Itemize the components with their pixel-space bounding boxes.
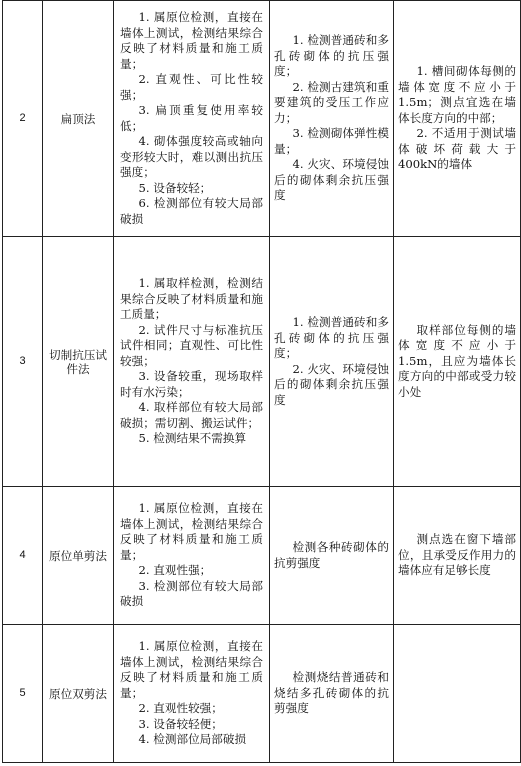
- feature-item: 1. 属取样检测，检测结果综合反映了材料质量和施工质量；: [120, 276, 263, 322]
- table-row: [3, 1, 521, 237]
- limit-item: 1. 槽间砌体每侧的墙体宽度不应小于1.5m；测点宜选在墙体长度方向的中部；: [398, 64, 516, 125]
- limits-cell: [394, 1, 521, 237]
- feature-item: 2. 直观性、可比性较强；: [120, 72, 263, 102]
- limit-item: 2. 不适用于测试墙体破坏荷载大于400kN的墙体: [398, 126, 516, 172]
- limits-cell: [394, 237, 521, 487]
- feature-item: 2. 直观性较强；: [138, 701, 223, 716]
- uses-cell: [270, 237, 394, 487]
- use-item: 3. 检测砌体弹性模量；: [274, 126, 389, 156]
- limit-item: 测点选在窗下墙部位，且承受反作用力的墙体应有足够长度: [398, 532, 516, 578]
- feature-item: 5. 检测结果不需换算: [138, 431, 247, 446]
- row-number: 4: [3, 487, 43, 625]
- method-name: 扁顶法: [43, 1, 114, 237]
- feature-item: 3. 扁顶重复使用率较低；: [120, 103, 263, 133]
- row-number: 5: [3, 625, 43, 763]
- features-cell: [114, 237, 270, 487]
- table-row: [3, 237, 521, 487]
- feature-item: 4. 取样部位有较大局部破损；需切割、搬运试件；: [120, 400, 263, 430]
- use-item: 检测各种砖砌体的抗剪强度: [274, 540, 389, 570]
- table-row: [3, 487, 521, 625]
- method-name: 切制抗压试件法: [43, 237, 114, 487]
- uses-cell: [270, 1, 394, 237]
- features-cell: [114, 487, 270, 625]
- feature-item: 4. 砌体强度较高或轴向变形较大时，难以测出抗压强度；: [120, 134, 263, 179]
- feature-item: 3. 设备较重，现场取样时有水污染；: [120, 369, 263, 399]
- features-cell: [114, 1, 270, 237]
- use-item: 2. 火灾、环境侵蚀后的砌体剩余抗压强度: [274, 361, 389, 407]
- use-item: 检测烧结普通砖和烧结多孔砖砌体的抗剪强度: [274, 670, 389, 716]
- feature-item: 4. 检测部位局部破损: [138, 732, 247, 747]
- limit-item: 取样部位每侧的墙体宽度不应小于1.5m，且应为墙体长度方向的中部或受力较小处: [398, 322, 516, 399]
- feature-item: 2. 试件尺寸与标准抗压试件相同；直观性、可比性较强；: [120, 322, 263, 368]
- feature-item: 2. 直观性强；: [138, 563, 212, 578]
- limits-cell-empty: [394, 625, 521, 763]
- method-name: 原位单剪法: [43, 487, 114, 625]
- limits-cell: [394, 487, 521, 625]
- use-item: 1. 检测普通砖和多孔砖砌体的抗压强度；: [274, 33, 389, 79]
- use-item: 4. 火灾、环境侵蚀后的砌体剩余抗压强度: [274, 157, 389, 203]
- method-name: 原位双剪法: [43, 625, 114, 763]
- features-cell: [114, 625, 270, 763]
- use-item: 1. 检测普通砖和多孔砖砌体的抗压强度；: [274, 315, 389, 360]
- use-item: 2. 检测古建筑和重要建筑的受压工作应力；: [274, 79, 389, 125]
- feature-item: 1. 属原位检测，直接在墙体上测试，检测结果综合反映了材料质量和施工质量；: [120, 639, 263, 700]
- feature-item: 1. 属原位检测，直接在墙体上测试，检测结果综合反映了材料质量和施工质量；: [120, 501, 263, 562]
- feature-item: 5. 设备较轻；: [138, 180, 212, 195]
- table-row: [3, 625, 521, 763]
- feature-item: 3. 检测部位有较大局部破损: [120, 578, 263, 609]
- feature-item: 6. 检测部位有较大局部破损: [120, 196, 263, 226]
- uses-cell: [270, 487, 394, 625]
- row-number: 3: [3, 237, 43, 487]
- feature-item: 3. 设备较轻便；: [138, 716, 223, 731]
- feature-item: 1. 属原位检测，直接在墙体上测试，检测结果综合反映了材料质量和施工质量；: [120, 10, 263, 71]
- uses-cell: [270, 625, 394, 763]
- row-number: 2: [3, 1, 43, 237]
- masonry-test-methods-table: [2, 0, 521, 763]
